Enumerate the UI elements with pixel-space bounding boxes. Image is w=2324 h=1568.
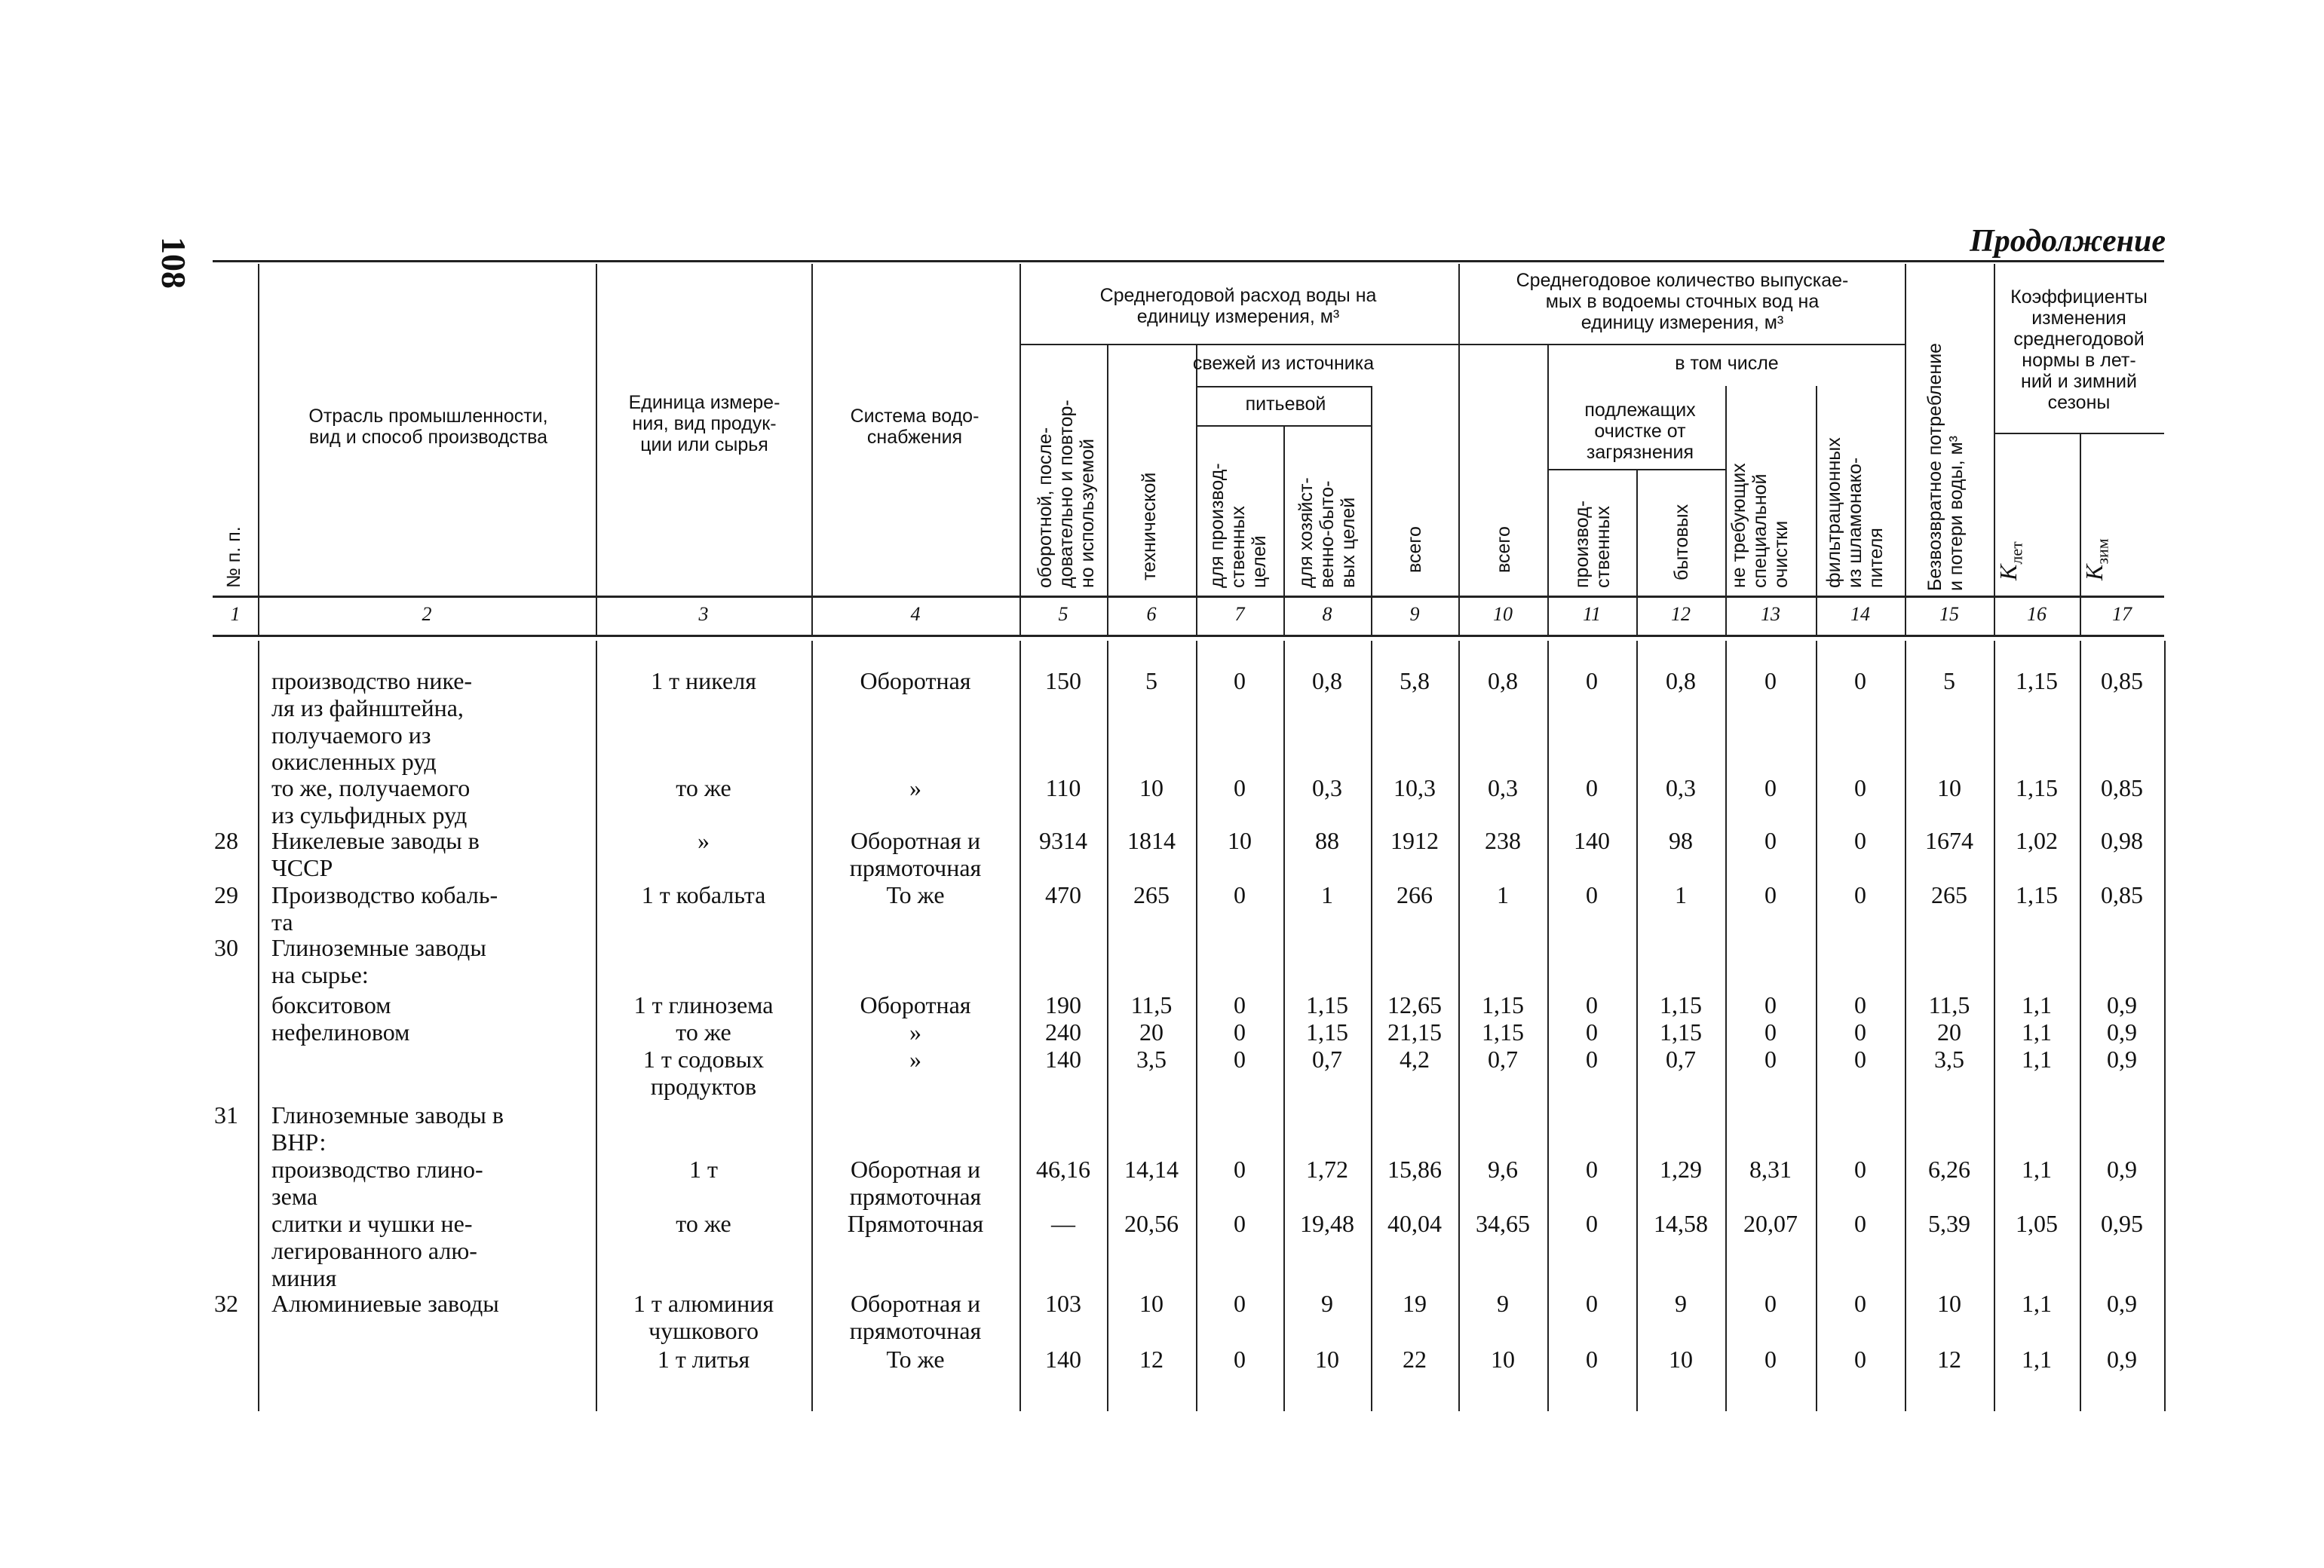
row-value-col-16: 1,05 [2016,1210,2058,1237]
row-value-col-15: 1674 [1925,827,1973,854]
column-number-1: 1 [230,603,241,625]
body-divider-14 [1905,641,1906,1411]
row-value-col-10: 0,7 [1488,1046,1518,1073]
row-value-col-6: 11,5 [1130,991,1173,1018]
row-name: Алюминиевые заводы [271,1290,499,1317]
row-value-col-14: 0 [1854,774,1866,801]
column-number-bottom-rule [213,635,2164,637]
row-value-col-14: 0 [1854,881,1866,908]
header-system: Система водо- снабжения [850,406,980,448]
row-value-col-17: 0,9 [2107,1290,2137,1317]
row-value-col-16: 1,02 [2016,827,2058,854]
row-unit: 1 т кобальта [641,881,766,908]
row-value-col-14: 0 [1854,1156,1866,1183]
column-number-15: 15 [1939,603,1959,625]
row-system: То же [886,881,945,908]
row-value-col-10: 9,6 [1488,1156,1518,1183]
row-value-col-5: 240 [1045,1018,1081,1046]
row-value-col-17: 0,95 [2101,1210,2143,1237]
header-branch: Отрасль промышленности, вид и способ производства [308,406,548,448]
row-value-col-5: — [1051,1210,1075,1237]
row-value-col-16: 1,15 [2016,774,2058,801]
row-system: Оборотная [860,667,971,694]
row-system: » [909,1018,921,1046]
row-value-col-16: 1,1 [2022,1156,2052,1183]
column-number-2: 2 [422,603,432,625]
row-value-col-12: 1 [1675,881,1687,908]
row-value-col-12: 1,15 [1660,991,1702,1018]
row-value-col-6: 20 [1139,1018,1164,1046]
row-unit: 1 т [689,1156,718,1183]
row-value-col-16: 1,15 [2016,881,2058,908]
header-potable: питьевой [1245,394,1326,415]
row-value-col-14: 0 [1854,1210,1866,1237]
row-system: Оборотная и прямоточная [849,1290,982,1344]
header-including: в том числе [1675,353,1779,374]
row-value-col-7: 0 [1234,1290,1246,1317]
row-value-col-12: 0,7 [1666,1046,1696,1073]
column-divider-14 [1905,264,1906,635]
row-system: Оборотная [860,991,971,1018]
row-value-col-5: 103 [1045,1290,1081,1317]
row-value-col-6: 5 [1145,667,1157,694]
row-value-col-15: 10 [1937,774,1961,801]
fresh-rule [1107,344,1458,345]
row-name: Глиноземные заводы в ВНР: [271,1101,504,1156]
row-value-col-16: 1,1 [2022,1346,2052,1373]
row-number: 29 [214,881,238,908]
row-value-col-9: 22 [1403,1346,1427,1373]
body-divider-9 [1458,641,1460,1411]
row-value-col-17: 0,9 [2107,1156,2137,1183]
body-divider-11 [1636,641,1638,1411]
k-summer-subscript: лет [2007,541,2026,565]
row-system: » [909,1046,921,1073]
row-value-col-13: 20,07 [1743,1210,1798,1237]
column-number-10: 10 [1493,603,1513,625]
column-number-6: 6 [1146,603,1157,625]
row-value-col-8: 10 [1315,1346,1339,1373]
row-value-col-11: 0 [1586,881,1598,908]
row-value-col-9: 21,15 [1387,1018,1442,1046]
row-value-col-17: 0,85 [2101,881,2143,908]
header-total-fresh: всего [1404,526,1425,573]
row-value-col-11: 0 [1586,1290,1598,1317]
column-divider-6 [1196,344,1197,635]
column-divider-3 [811,264,813,635]
header-unit: Единица измере- ния, вид продук- ции или сырья [628,392,780,455]
top-rule [213,260,2164,262]
row-value-col-8: 1,15 [1306,991,1348,1018]
row-value-col-17: 0,9 [2107,1346,2137,1373]
row-value-col-9: 40,04 [1387,1210,1442,1237]
row-value-col-16: 1,15 [2016,667,2058,694]
row-value-col-11: 0 [1586,1210,1598,1237]
row-name: нефелиновом [271,1018,410,1046]
column-divider-10 [1547,344,1549,635]
row-unit: 1 т алюминия чушкового [633,1290,774,1344]
row-value-col-7: 0 [1234,1346,1246,1373]
header-coefficients: Коэффициенты изменения среднегодовой нормы в лет- ний и зимний сезоны [2010,286,2148,413]
row-value-col-15: 3,5 [1934,1046,1964,1073]
body-divider-7 [1283,641,1285,1411]
coefficients-rule [1994,433,2164,434]
row-value-col-8: 1,72 [1306,1156,1348,1183]
column-number-14: 14 [1850,603,1870,625]
header-bottom-rule [213,596,2164,598]
column-divider-5 [1107,344,1108,635]
column-number-13: 13 [1761,603,1780,625]
row-value-col-15: 20 [1937,1018,1961,1046]
row-value-col-7: 0 [1234,774,1246,801]
row-value-col-12: 0,8 [1666,667,1696,694]
row-value-col-11: 0 [1586,1156,1598,1183]
column-number-9: 9 [1409,603,1420,625]
column-divider-7 [1283,425,1285,635]
row-value-col-15: 6,26 [1928,1156,1970,1183]
row-name: производство нике- ля из файнштейна, получаемого из окисленных руд [271,667,473,776]
row-value-col-16: 1,1 [2022,1046,2052,1073]
column-number-17: 17 [2112,603,2132,625]
row-value-col-14: 0 [1854,1046,1866,1073]
row-value-col-17: 0,85 [2101,667,2143,694]
row-unit: 1 т никеля [651,667,756,694]
header-prod-purposes: для производ- ственных целей [1206,463,1270,588]
row-unit: 1 т литья [657,1346,750,1373]
header-avg-consumption: Среднегодовой расход воды на единицу измерения, м³ [1099,285,1377,327]
row-value-col-7: 0 [1234,1018,1246,1046]
row-value-col-9: 15,86 [1387,1156,1442,1183]
header-k-summer [1995,490,2026,580]
row-system: Оборотная и прямоточная [849,1156,982,1210]
body-divider-1 [258,641,259,1411]
row-value-col-7: 0 [1234,667,1246,694]
row-value-col-10: 0,8 [1488,667,1518,694]
row-value-col-17: 0,98 [2101,827,2143,854]
column-number-4: 4 [910,603,921,625]
avg-consumption-rule [1019,344,1107,345]
row-value-col-7: 0 [1234,1156,1246,1183]
column-number-3: 3 [698,603,709,625]
row-value-col-13: 0 [1764,1290,1777,1317]
row-value-col-10: 1 [1497,881,1509,908]
row-value-col-12: 1,15 [1660,1018,1702,1046]
header-technical: технической [1139,472,1160,580]
column-number-8: 8 [1322,603,1332,625]
body-divider-12 [1725,641,1727,1411]
row-value-col-6: 14,14 [1124,1156,1179,1183]
row-system: Оборотная и прямоточная [849,827,982,881]
column-number-11: 11 [1582,603,1602,625]
row-value-col-14: 0 [1854,667,1866,694]
row-unit: то же [676,774,731,801]
header-total-discharge: всего [1493,526,1514,573]
row-value-col-6: 1814 [1127,827,1176,854]
row-value-col-8: 0,8 [1312,667,1342,694]
including-rule [1547,344,1905,345]
row-unit: то же [676,1210,731,1237]
row-value-col-16: 1,1 [2022,991,2052,1018]
row-value-col-6: 10 [1139,774,1164,801]
row-system: » [909,774,921,801]
row-value-col-14: 0 [1854,1290,1866,1317]
column-divider-8 [1371,386,1372,635]
potable-rule [1196,386,1371,387]
row-value-col-7: 0 [1234,1210,1246,1237]
row-value-col-10: 238 [1485,827,1521,854]
row-name: производство глино- зема [271,1156,483,1210]
row-value-col-16: 1,1 [2022,1290,2052,1317]
row-value-col-8: 0,7 [1312,1046,1342,1073]
row-name: то же, получаемого из сульфидных руд [271,774,471,828]
body-divider-5 [1107,641,1108,1411]
body-divider-17 [2164,641,2166,1411]
column-divider-11 [1636,469,1638,635]
row-value-col-6: 20,56 [1124,1210,1179,1237]
row-value-col-6: 265 [1133,881,1170,908]
row-value-col-17: 0,9 [2107,991,2137,1018]
body-divider-8 [1371,641,1372,1411]
header-subject-to-treatment: подлежащих очистке от загрязнения [1584,400,1696,463]
header-k-winter [2081,490,2112,580]
row-value-col-5: 150 [1045,667,1081,694]
row-value-col-9: 19 [1403,1290,1427,1317]
row-value-col-11: 140 [1574,827,1610,854]
row-value-col-10: 1,15 [1482,1018,1524,1046]
row-value-col-14: 0 [1854,1346,1866,1373]
row-value-col-5: 140 [1045,1346,1081,1373]
k-winter-subscript: зим [2093,538,2112,565]
row-value-col-13: 0 [1764,827,1777,854]
row-value-col-15: 11,5 [1928,991,1970,1018]
row-value-col-10: 34,65 [1476,1210,1530,1237]
header-row-number: № п. п. [223,526,244,588]
row-value-col-9: 12,65 [1387,991,1442,1018]
row-value-col-8: 88 [1315,827,1339,854]
row-value-col-11: 0 [1586,1346,1598,1373]
row-value-col-11: 0 [1586,1046,1598,1073]
body-divider-15 [1994,641,1995,1411]
header-irrecoverable: Безвозвратное потребление и потери воды, м³ [1924,342,1967,591]
body-divider-13 [1816,641,1817,1411]
header-production: производ- ственных [1571,500,1614,588]
row-value-col-5: 9314 [1039,827,1087,854]
header-fresh: свежей из источника [1192,353,1375,374]
row-unit: 1 т содовых продуктов [642,1046,765,1100]
body-divider-10 [1547,641,1549,1411]
avg-discharge-rule [1458,344,1547,345]
row-value-col-9: 5,8 [1400,667,1430,694]
row-value-col-6: 10 [1139,1290,1164,1317]
row-value-col-17: 0,9 [2107,1018,2137,1046]
row-value-col-12: 98 [1669,827,1693,854]
row-value-col-11: 0 [1586,774,1598,801]
row-name: Глиноземные заводы на сырье: [271,934,486,988]
row-value-col-13: 0 [1764,1018,1777,1046]
row-value-col-10: 10 [1491,1346,1515,1373]
row-system: То же [886,1346,945,1373]
column-divider-2 [596,264,597,635]
row-value-col-8: 1 [1321,881,1333,908]
row-value-col-10: 0,3 [1488,774,1518,801]
row-value-col-16: 1,1 [2022,1018,2052,1046]
body-divider-6 [1196,641,1197,1411]
row-value-col-14: 0 [1854,991,1866,1018]
row-value-col-13: 0 [1764,1046,1777,1073]
row-name: слитки и чушки не- легированного алю- миния [271,1210,477,1291]
row-value-col-12: 0,3 [1666,774,1696,801]
header-filtration: фильтрационных из шламонако- пителя [1823,437,1887,588]
row-number: 28 [214,827,238,854]
row-value-col-8: 1,15 [1306,1018,1348,1046]
row-value-col-17: 0,9 [2107,1046,2137,1073]
row-unit: » [698,827,710,854]
row-value-col-5: 190 [1045,991,1081,1018]
header-recycled: оборотной, после- довательно и повтор- но используемой [1035,400,1098,588]
row-value-col-14: 0 [1854,1018,1866,1046]
row-value-col-15: 10 [1937,1290,1961,1317]
row-value-col-13: 0 [1764,991,1777,1018]
row-value-col-11: 0 [1586,991,1598,1018]
header-domestic: бытовых [1671,504,1692,580]
row-unit: то же [676,1018,731,1046]
column-divider-1 [258,264,259,635]
row-value-col-12: 14,58 [1654,1210,1708,1237]
body-divider-4 [1019,641,1021,1411]
row-number: 30 [214,934,238,961]
row-value-col-13: 0 [1764,774,1777,801]
header-household: для хозяйст- венно-быто- вых целей [1295,477,1359,588]
row-value-col-15: 12 [1937,1346,1961,1373]
row-number: 32 [214,1290,238,1317]
row-value-col-8: 19,48 [1300,1210,1354,1237]
page-number: 108 [155,237,193,289]
row-value-col-8: 9 [1321,1290,1333,1317]
row-value-col-11: 0 [1586,667,1598,694]
row-value-col-9: 1912 [1390,827,1439,854]
row-value-col-11: 0 [1586,1018,1598,1046]
k-summer-symbol: K [1994,564,2022,580]
k-winter-symbol: K [2080,564,2108,580]
row-value-col-8: 0,3 [1312,774,1342,801]
row-value-col-7: 10 [1228,827,1252,854]
row-unit: 1 т глинозема [633,991,774,1018]
row-value-col-7: 0 [1234,881,1246,908]
row-value-col-5: 110 [1045,774,1081,801]
row-value-col-13: 0 [1764,667,1777,694]
body-divider-16 [2080,641,2081,1411]
column-number-5: 5 [1058,603,1068,625]
row-name: Никелевые заводы в ЧССР [271,827,480,881]
row-name: бокситовом [271,991,391,1018]
column-number-12: 12 [1671,603,1691,625]
row-value-col-17: 0,85 [2101,774,2143,801]
row-value-col-12: 9 [1675,1290,1687,1317]
row-value-col-9: 4,2 [1400,1046,1430,1073]
row-value-col-12: 1,29 [1660,1156,1702,1183]
row-value-col-9: 10,3 [1393,774,1436,801]
column-number-7: 7 [1234,603,1245,625]
row-value-col-13: 0 [1764,1346,1777,1373]
continuation-label: Продолжение [1970,224,2166,259]
row-value-col-15: 5 [1943,667,1955,694]
header-avg-discharge: Среднегодовое количество выпускае- мых в водоемы сточных вод на единицу измерения, м³ [1516,270,1849,333]
row-value-col-10: 1,15 [1482,991,1524,1018]
row-value-col-13: 0 [1764,881,1777,908]
column-number-16: 16 [2027,603,2047,625]
row-system: Прямоточная [847,1210,984,1237]
row-value-col-12: 10 [1669,1346,1693,1373]
row-value-col-13: 8,31 [1749,1156,1792,1183]
column-divider-13 [1816,386,1817,635]
row-value-col-5: 140 [1045,1046,1081,1073]
row-number: 31 [214,1101,238,1129]
row-value-col-14: 0 [1854,827,1866,854]
row-value-col-7: 0 [1234,991,1246,1018]
row-value-col-6: 3,5 [1136,1046,1167,1073]
row-value-col-6: 12 [1139,1346,1164,1373]
row-value-col-15: 265 [1931,881,1967,908]
header-no-treatment: не требующих специальной очистки [1728,463,1792,588]
row-value-col-5: 470 [1045,881,1081,908]
row-value-col-7: 0 [1234,1046,1246,1073]
row-value-col-5: 46,16 [1036,1156,1090,1183]
row-value-col-10: 9 [1497,1290,1509,1317]
row-value-col-15: 5,39 [1928,1210,1970,1237]
row-value-col-9: 266 [1397,881,1433,908]
row-name: Производство кобаль- та [271,881,498,936]
